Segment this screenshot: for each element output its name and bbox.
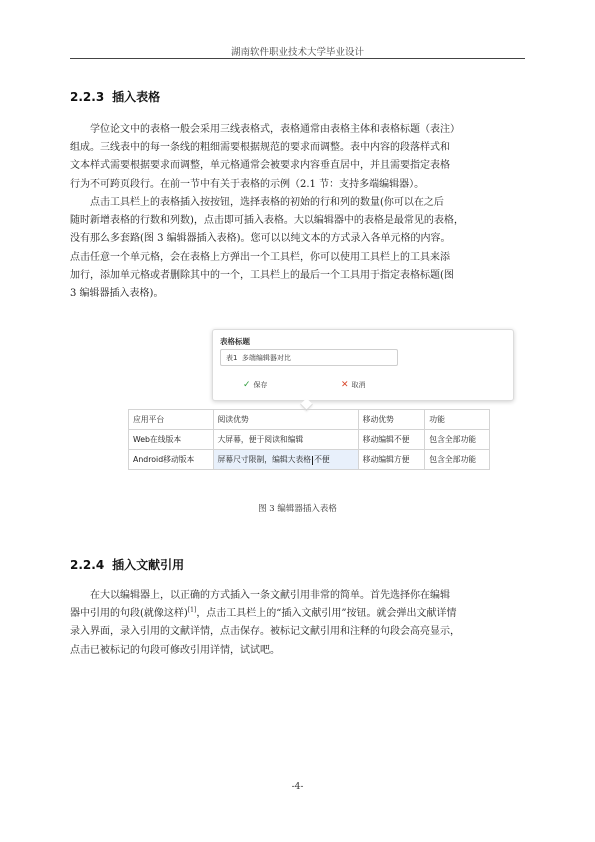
text-line: 加行，添加单元格或者删除其中的一个，工具栏上的最后一个工具用于指定表格标题(图: [70, 269, 454, 281]
paragraph-citation: [70, 587, 525, 660]
section-title: 插入文献引用: [112, 558, 185, 572]
table-cell[interactable]: Android移动版本: [129, 450, 214, 470]
paragraph-table-insert: [70, 194, 525, 303]
table-title-input[interactable]: [220, 349, 398, 366]
section-number: 2.2.3: [70, 90, 105, 104]
table-cell[interactable]: 移动编辑方便: [358, 450, 425, 470]
text-line: 录入界面，录入引用的文献详情，点击保存。被标记文献引用和注释的句段会高亮显示，: [70, 626, 460, 638]
cell-text: 屏幕尺寸限制，编辑大表格: [217, 455, 312, 464]
text-line: 行为不可跨页段行。在前一节中有关于表格的示例（2.1 节：支持多端编辑器）。: [70, 178, 425, 190]
table-cell[interactable]: 包含全部功能: [425, 450, 490, 470]
text-line: 点击任意一个单元格，会在表格上方弹出一个工具栏，你可以使用工具栏上的工具来添: [70, 251, 450, 263]
table-cell[interactable]: 移动编辑不便: [358, 430, 425, 450]
cell-text: 不便: [314, 455, 330, 464]
cancel-button[interactable]: [341, 380, 366, 390]
table-header-cell[interactable]: 阅读优势: [213, 410, 358, 430]
paragraph-table-intro: [70, 121, 525, 194]
section-title: 插入表格: [112, 90, 161, 104]
text-line: [70, 605, 525, 623]
check-icon: ✓: [243, 380, 251, 390]
editor-table: [128, 409, 490, 470]
text-segment: 器中引用的句段(就像这样): [70, 608, 188, 620]
text-line: 点击工具栏上的表格插入按按钮，选择表格的初始的行和列的数量(你可以在之后: [90, 197, 444, 208]
text-line: 3 编辑器插入表格)。: [70, 288, 164, 300]
text-segment: ，点击工具栏上的“插入文献引用”按钮。就会弹出文献详情: [196, 608, 457, 620]
table-cell[interactable]: 包含全部功能: [425, 430, 490, 450]
header-rule: [70, 58, 525, 59]
close-icon: ✕: [341, 380, 349, 390]
table-header-cell[interactable]: 功能: [425, 410, 490, 430]
text-line: 在大以编辑器上，以正确的方式插入一条文献引用非常的简单。首先选择你在编辑: [90, 590, 450, 601]
table-cell[interactable]: 大屏幕，便于阅读和编辑: [213, 430, 358, 450]
save-label: 保存: [253, 381, 268, 389]
table-header-row: [129, 410, 490, 430]
text-line: 学位论文中的表格一般会采用三线表格式，表格通常由表格主体和表格标题（表注）: [90, 124, 460, 135]
text-line: 随时新增表格的行数和列数)，点击即可插入表格。大以编辑器中的表格是最常见的表格，: [70, 215, 464, 227]
table-row: [129, 450, 490, 470]
table-header-cell[interactable]: 应用平台: [129, 410, 214, 430]
citation-marker[interactable]: [1]: [187, 606, 197, 614]
text-line: 组成。三线表中的每一条线的粗细需要根据规范的要求而调整。表中内容的段落样式和: [70, 142, 450, 154]
popup-label: 表格标题: [220, 337, 250, 346]
section-heading-2-2-3: [70, 88, 160, 105]
page-number: -4-: [291, 782, 304, 792]
cancel-label: 取消: [351, 381, 366, 389]
running-header: 湖南软件职业技术大学毕业设计: [230, 47, 364, 58]
text-line: 文本样式需要根据要求而调整，单元格通常会被要求内容垂直居中，并且需要指定表格: [70, 160, 450, 172]
text-cursor: [312, 456, 313, 465]
table-title-popup: [212, 329, 514, 401]
table-cell-selected[interactable]: [213, 450, 358, 470]
table-cell[interactable]: Web在线版本: [129, 430, 214, 450]
save-button[interactable]: [243, 380, 268, 390]
section-number: 2.2.4: [70, 558, 105, 572]
figure-editor-table: [128, 329, 490, 477]
table-row: [129, 430, 490, 450]
text-line: 没有那么多套路(图 3 编辑器插入表格)。您可以以纯文本的方式录入各单元格的内容。: [70, 233, 451, 245]
figure-caption: 图 3 编辑器插入表格: [258, 504, 337, 514]
text-line: 点击已被标记的句段可修改引用详情，试试吧。: [70, 644, 280, 656]
table-header-cell[interactable]: 移动优势: [358, 410, 425, 430]
section-heading-2-2-4: [70, 556, 184, 573]
